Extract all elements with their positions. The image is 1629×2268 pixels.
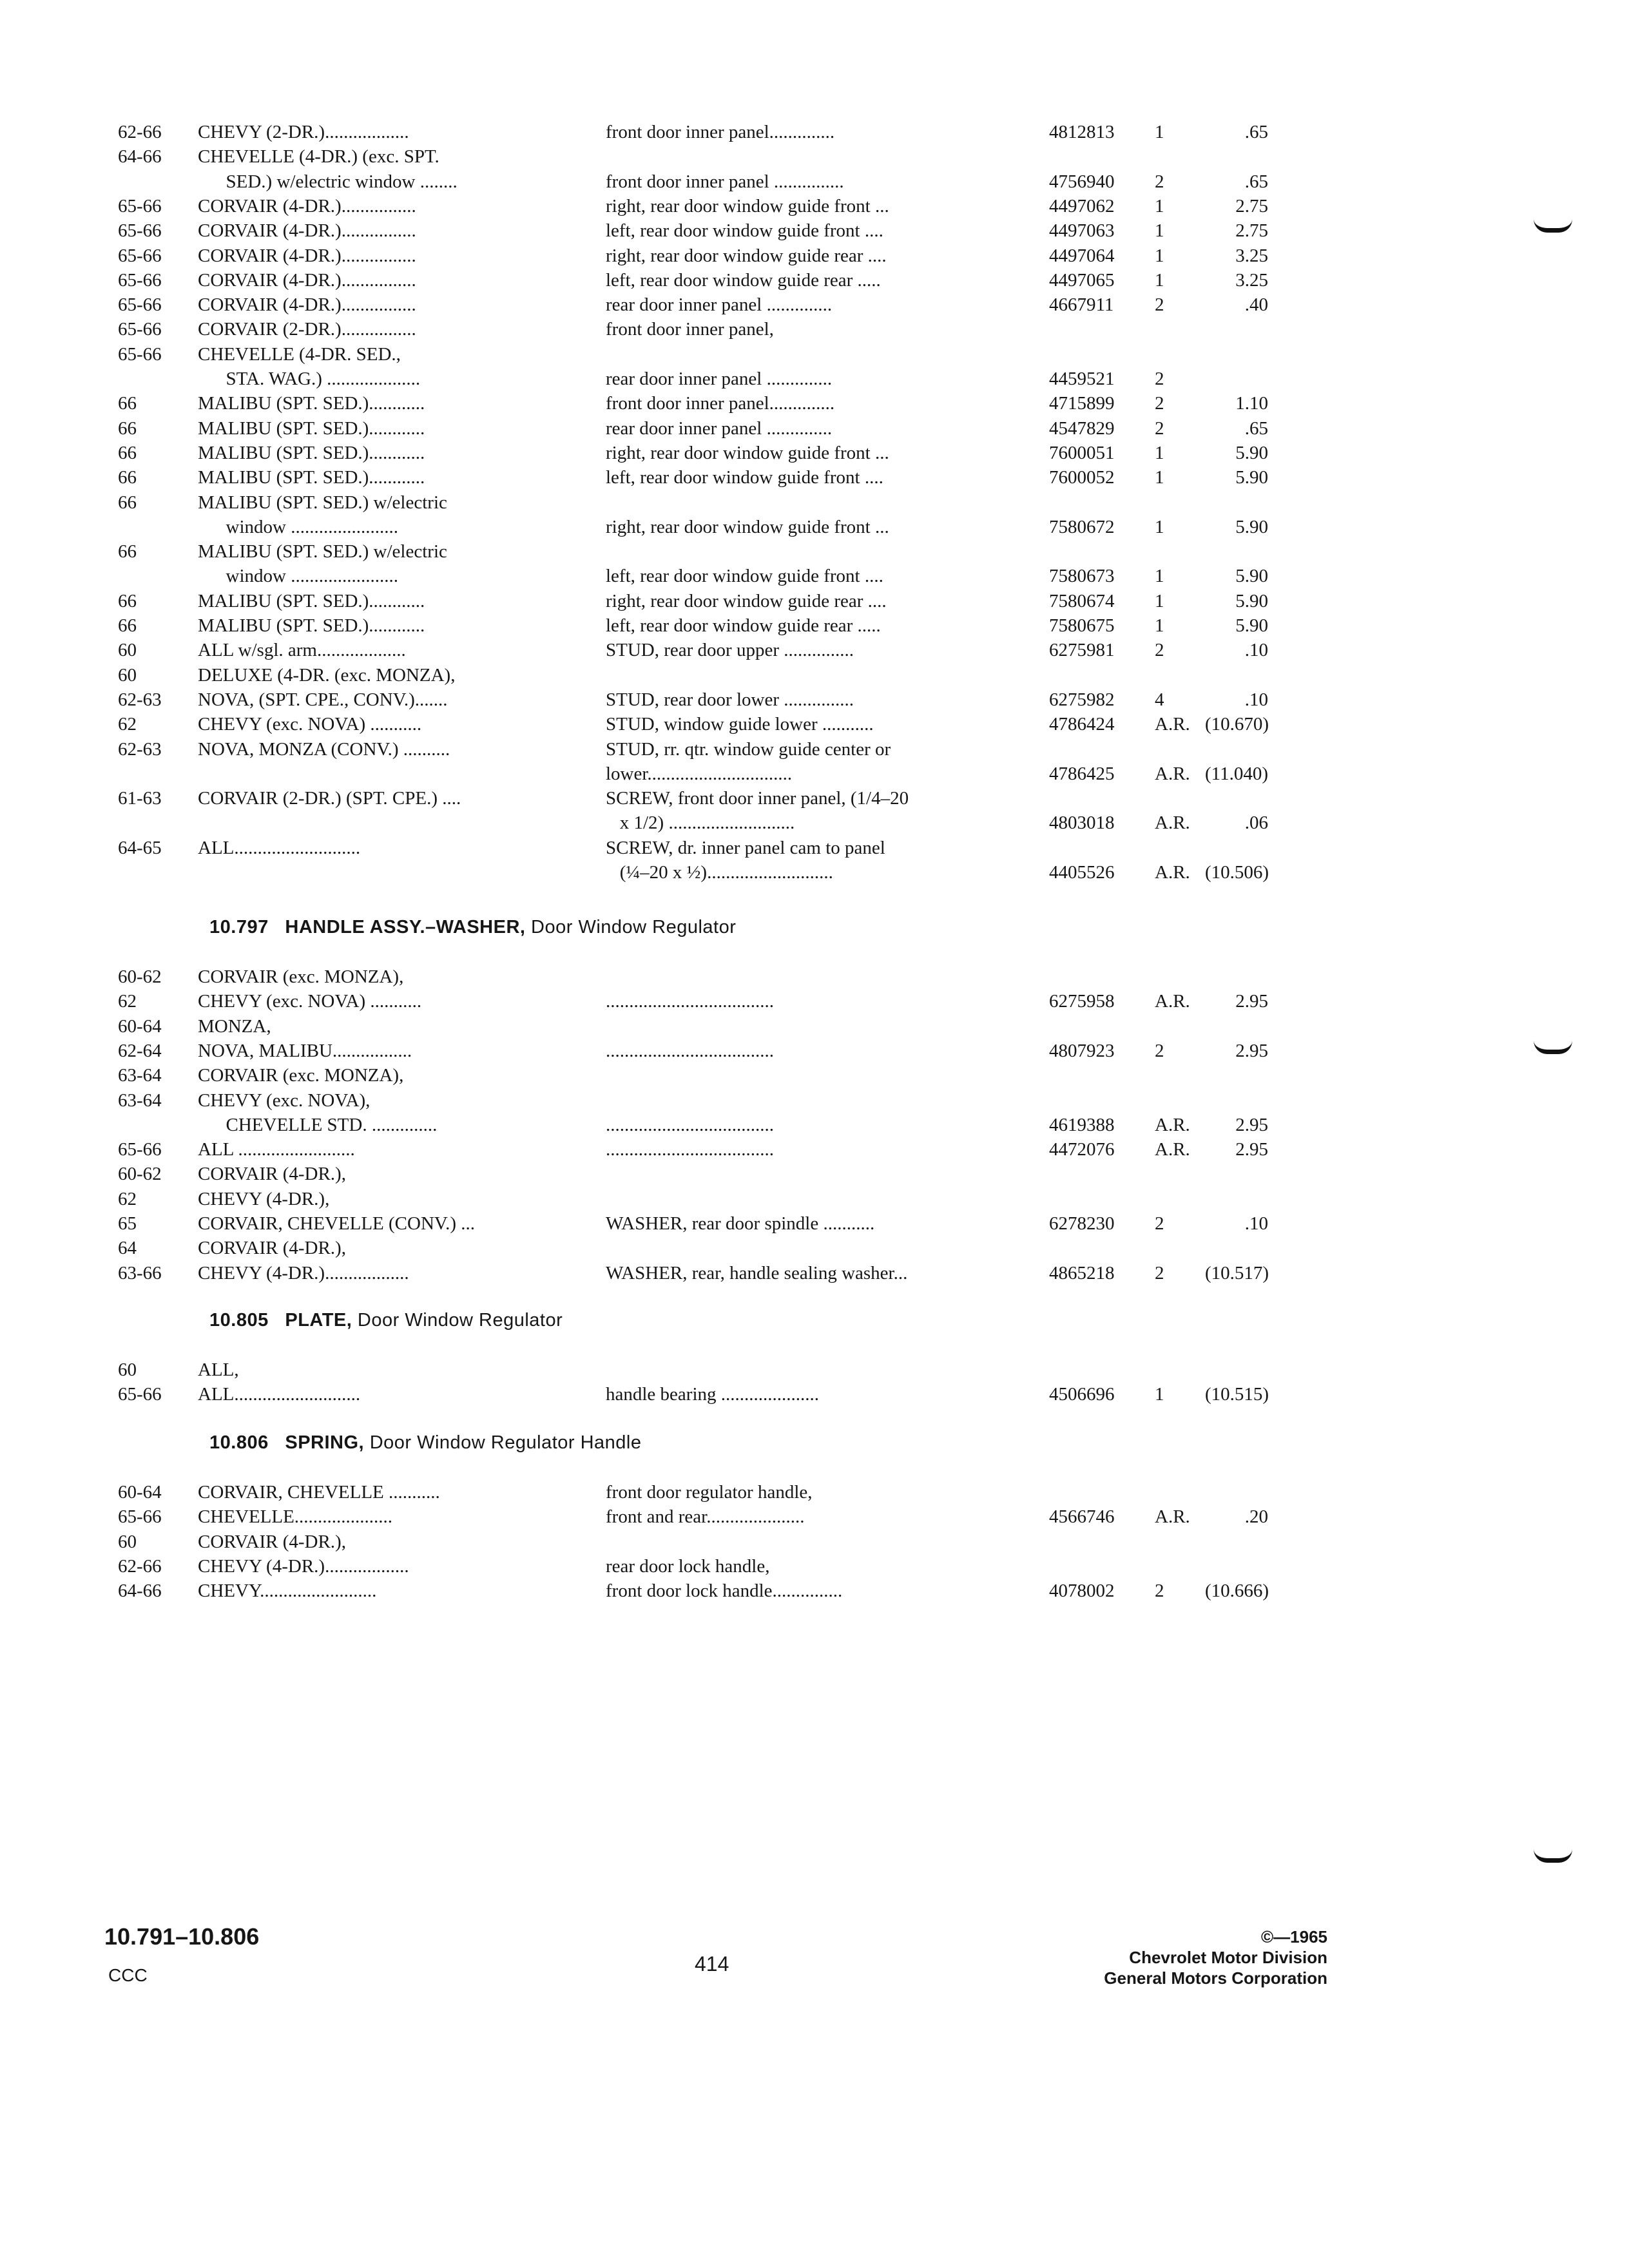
- section-number: 10.806: [209, 1432, 269, 1453]
- quantity: 1: [1155, 615, 1164, 636]
- part-number: 6275982: [1049, 689, 1115, 710]
- price-or-reference: .20: [1244, 1506, 1268, 1527]
- application: CHEVY (4-DR.)..................: [198, 1556, 409, 1577]
- application: CHEVY (exc. NOVA) ...........: [198, 991, 422, 1012]
- table-row: [0, 638, 1629, 662]
- part-number: 6275981: [1049, 640, 1115, 660]
- part-number: 4619388: [1049, 1115, 1115, 1135]
- table-row: [0, 786, 1629, 811]
- application: CHEVY (exc. NOVA) ...........: [198, 714, 422, 735]
- table-row: [0, 1261, 1629, 1285]
- price-or-reference: .40: [1244, 294, 1268, 315]
- table-row: [0, 836, 1629, 860]
- price-or-reference: .65: [1244, 418, 1268, 439]
- price-or-reference: 5.90: [1235, 566, 1268, 586]
- quantity: 2: [1155, 369, 1164, 389]
- model-years: 62: [118, 714, 137, 735]
- table-row: [0, 218, 1629, 243]
- application: CHEVY (exc. NOVA),: [198, 1090, 371, 1111]
- part-number: 4786425: [1049, 764, 1115, 784]
- model-years: 66: [118, 492, 137, 513]
- application: NOVA, MONZA (CONV.) ..........: [198, 739, 450, 760]
- part-description: STUD, rear door lower ...............: [606, 689, 854, 710]
- table-row: [0, 194, 1629, 218]
- part-number: 4506696: [1049, 1384, 1115, 1405]
- application: NOVA, (SPT. CPE., CONV.).......: [198, 689, 448, 710]
- application: window .......................: [198, 566, 398, 586]
- model-years: 62-63: [118, 739, 162, 760]
- quantity: 2: [1155, 418, 1164, 439]
- application: MALIBU (SPT. SED.) w/electric: [198, 492, 447, 513]
- part-description: (¼–20 x ½)...........................: [606, 862, 833, 883]
- part-number: 4405526: [1049, 862, 1115, 883]
- application: CORVAIR (4-DR.)................: [198, 294, 416, 315]
- table-row: [0, 1382, 1629, 1407]
- part-description: ....................................: [606, 1115, 774, 1135]
- application: CHEVELLE STD. ..............: [198, 1115, 438, 1135]
- price-or-reference: 2.95: [1235, 1041, 1268, 1061]
- application: CORVAIR, CHEVELLE (CONV.) ...: [198, 1213, 476, 1234]
- model-years: 65-66: [118, 294, 162, 315]
- part-number: 4566746: [1049, 1506, 1115, 1527]
- application: CORVAIR (4-DR.)................: [198, 220, 416, 241]
- quantity: 1: [1155, 245, 1164, 266]
- model-years: 60: [118, 665, 137, 686]
- section-label: Door Window Regulator: [357, 1310, 563, 1331]
- application: ALL,: [198, 1360, 239, 1380]
- part-number: 4497064: [1049, 245, 1115, 266]
- model-years: 62: [118, 1189, 137, 1209]
- application: DELUXE (4-DR. (exc. MONZA),: [198, 665, 456, 686]
- table-row: [0, 564, 1629, 588]
- application: CORVAIR (4-DR.),: [198, 1238, 346, 1258]
- table-row: [0, 367, 1629, 391]
- price-or-reference: 2.75: [1235, 196, 1268, 216]
- table-row: [0, 1113, 1629, 1137]
- table-row: [0, 1088, 1629, 1113]
- part-description: left, rear door window guide rear .....: [606, 270, 881, 291]
- model-years: 60: [118, 640, 137, 660]
- table-row: [0, 811, 1629, 835]
- table-row: [0, 416, 1629, 441]
- table-row: [0, 1554, 1629, 1579]
- table-row: [0, 989, 1629, 1014]
- part-number: 7580675: [1049, 615, 1115, 636]
- price-or-reference: 3.25: [1235, 270, 1268, 291]
- application: SED.) w/electric window ........: [198, 171, 458, 192]
- quantity: 1: [1155, 517, 1164, 537]
- quantity: A.R.: [1155, 812, 1190, 833]
- part-description: STUD, window guide lower ...........: [606, 714, 874, 735]
- quantity: 2: [1155, 171, 1164, 192]
- table-row: [0, 1187, 1629, 1211]
- application: MALIBU (SPT. SED.)............: [198, 591, 425, 611]
- model-years: 66: [118, 467, 137, 488]
- table-row: [0, 1014, 1629, 1039]
- quantity: A.R.: [1155, 1115, 1190, 1135]
- quantity: 1: [1155, 270, 1164, 291]
- application: NOVA, MALIBU.................: [198, 1041, 412, 1061]
- model-years: 66: [118, 418, 137, 439]
- part-number: 4078002: [1049, 1581, 1115, 1601]
- footer-section-range: 10.791–10.806: [104, 1923, 260, 1950]
- part-description: left, rear door window guide front ....: [606, 566, 883, 586]
- quantity: 1: [1155, 591, 1164, 611]
- part-number: 7600052: [1049, 467, 1115, 488]
- part-number: 4497063: [1049, 220, 1115, 241]
- part-description: STUD, rr. qtr. window guide center or: [606, 739, 891, 760]
- quantity: 1: [1155, 566, 1164, 586]
- part-description: right, rear door window guide rear ....: [606, 591, 887, 611]
- model-years: 60-62: [118, 1164, 162, 1184]
- section-heading-10-806: [209, 1430, 642, 1455]
- part-description: handle bearing .....................: [606, 1384, 820, 1405]
- application: ALL...........................: [198, 838, 361, 858]
- table-row: [0, 1579, 1629, 1603]
- quantity: 1: [1155, 1384, 1164, 1405]
- footer-code: CCC: [108, 1965, 148, 1985]
- application: STA. WAG.) ....................: [198, 369, 421, 389]
- table-row: [0, 539, 1629, 564]
- price-or-reference: 5.90: [1235, 443, 1268, 463]
- model-years: 63-64: [118, 1065, 162, 1086]
- application: CHEVELLE (4-DR.) (exc. SPT.: [198, 146, 439, 167]
- application: MALIBU (SPT. SED.)............: [198, 443, 425, 463]
- part-description: ....................................: [606, 991, 774, 1012]
- table-row: [0, 490, 1629, 515]
- application: MALIBU (SPT. SED.)............: [198, 418, 425, 439]
- part-description: rear door inner panel ..............: [606, 418, 833, 439]
- table-row: [0, 1063, 1629, 1088]
- model-years: 66: [118, 591, 137, 611]
- application: ALL w/sgl. arm...................: [198, 640, 406, 660]
- table-row: [0, 1358, 1629, 1382]
- part-description: front and rear.....................: [606, 1506, 805, 1527]
- model-years: 63-66: [118, 1263, 162, 1283]
- model-years: 65-66: [118, 270, 162, 291]
- table-row: [0, 144, 1629, 169]
- part-description: front door lock handle...............: [606, 1581, 843, 1601]
- part-number: 6275958: [1049, 991, 1115, 1012]
- table-row: [0, 1039, 1629, 1063]
- table-row: [0, 1480, 1629, 1504]
- part-description: rear door inner panel ..............: [606, 369, 833, 389]
- part-description: STUD, rear door upper ...............: [606, 640, 854, 660]
- quantity: 1: [1155, 467, 1164, 488]
- application: window .......................: [198, 517, 398, 537]
- model-years: 65-66: [118, 1139, 162, 1160]
- application: CHEVELLE.....................: [198, 1506, 393, 1527]
- application: MALIBU (SPT. SED.)............: [198, 615, 425, 636]
- table-row: [0, 860, 1629, 885]
- price-or-reference: 2.95: [1235, 991, 1268, 1012]
- application: CHEVY (2-DR.)..................: [198, 122, 409, 142]
- part-number: 4547829: [1049, 418, 1115, 439]
- price-or-reference: 2.95: [1235, 1139, 1268, 1160]
- application: ALL...........................: [198, 1384, 361, 1405]
- table-row: [0, 663, 1629, 687]
- part-description: front door regulator handle,: [606, 1482, 813, 1503]
- part-description: left, rear door window guide front ....: [606, 467, 883, 488]
- application: MONZA,: [198, 1016, 271, 1037]
- price-or-reference: .65: [1244, 171, 1268, 192]
- part-description: WASHER, rear, handle sealing washer...: [606, 1263, 908, 1283]
- model-years: 66: [118, 541, 137, 562]
- section-heading-10-805: [209, 1308, 563, 1332]
- section-title: PLATE,: [285, 1310, 352, 1331]
- quantity: 2: [1155, 1041, 1164, 1061]
- quantity: A.R.: [1155, 1506, 1190, 1527]
- table-row: [0, 465, 1629, 490]
- price-or-reference: 2.95: [1235, 1115, 1268, 1135]
- model-years: 64: [118, 1238, 137, 1258]
- price-or-reference: (10.506): [1205, 862, 1269, 883]
- quantity: 2: [1155, 294, 1164, 315]
- quantity: 2: [1155, 1213, 1164, 1234]
- model-years: 65-66: [118, 1384, 162, 1405]
- price-or-reference: 5.90: [1235, 517, 1268, 537]
- quantity: 2: [1155, 1263, 1164, 1283]
- table-row: [0, 1236, 1629, 1260]
- part-number: 4786424: [1049, 714, 1115, 735]
- part-description: right, rear door window guide front ...: [606, 443, 889, 463]
- price-or-reference: .10: [1244, 1213, 1268, 1234]
- corporation-line: General Motors Corporation: [1104, 1968, 1327, 1988]
- part-description: rear door lock handle,: [606, 1556, 770, 1577]
- quantity: 1: [1155, 443, 1164, 463]
- application: MALIBU (SPT. SED.) w/electric: [198, 541, 447, 562]
- model-years: 65-66: [118, 220, 162, 241]
- part-number: 4497062: [1049, 196, 1115, 216]
- model-years: 60: [118, 1532, 137, 1552]
- part-description: SCREW, front door inner panel, (1/4–20: [606, 788, 909, 809]
- section-label: Door Window Regulator Handle: [369, 1432, 642, 1453]
- part-number: 4865218: [1049, 1263, 1115, 1283]
- part-description: SCREW, dr. inner panel cam to panel: [606, 838, 885, 858]
- price-or-reference: .10: [1244, 640, 1268, 660]
- part-description: left, rear door window guide front ....: [606, 220, 883, 241]
- application: CORVAIR (exc. MONZA),: [198, 1065, 404, 1086]
- model-years: 66: [118, 393, 137, 414]
- model-years: 60-64: [118, 1482, 162, 1503]
- model-years: 66: [118, 443, 137, 463]
- price-or-reference: (10.517): [1205, 1263, 1269, 1283]
- part-number: 4667911: [1049, 294, 1114, 315]
- part-number: 7580672: [1049, 517, 1115, 537]
- application: CORVAIR (4-DR.),: [198, 1164, 346, 1184]
- quantity: A.R.: [1155, 991, 1190, 1012]
- table-row: [0, 965, 1629, 989]
- table-row: [0, 613, 1629, 638]
- price-or-reference: 5.90: [1235, 615, 1268, 636]
- application: CORVAIR (2-DR.)................: [198, 319, 416, 340]
- copyright-line: ©—1965: [1261, 1927, 1327, 1946]
- price-or-reference: (11.040): [1205, 764, 1268, 784]
- section-number: 10.805: [209, 1310, 269, 1331]
- model-years: 66: [118, 615, 137, 636]
- part-description: right, rear door window guide front ...: [606, 196, 889, 216]
- model-years: 60: [118, 1360, 137, 1380]
- price-or-reference: 5.90: [1235, 591, 1268, 611]
- price-or-reference: 1.10: [1235, 393, 1268, 414]
- model-years: 65-66: [118, 344, 162, 365]
- quantity: A.R.: [1155, 862, 1190, 883]
- application: CORVAIR (4-DR.)................: [198, 196, 416, 216]
- part-description: front door inner panel..............: [606, 122, 835, 142]
- model-years: 60-64: [118, 1016, 162, 1037]
- model-years: 61-63: [118, 788, 162, 809]
- quantity: 1: [1155, 122, 1164, 142]
- application: CORVAIR, CHEVELLE ...........: [198, 1482, 440, 1503]
- part-number: 4459521: [1049, 369, 1115, 389]
- part-description: front door inner panel ...............: [606, 171, 844, 192]
- part-description: front door inner panel..............: [606, 393, 835, 414]
- application: CHEVY (4-DR.)..................: [198, 1263, 409, 1283]
- price-or-reference: (10.515): [1205, 1384, 1269, 1405]
- binder-hole-mark-3: [1534, 1849, 1572, 1863]
- part-description: lower...............................: [606, 764, 793, 784]
- model-years: 60-62: [118, 966, 162, 987]
- model-years: 64-66: [118, 1581, 162, 1601]
- application: CORVAIR (4-DR.),: [198, 1532, 346, 1552]
- quantity: 2: [1155, 640, 1164, 660]
- application: ALL .........................: [198, 1139, 355, 1160]
- section-number: 10.797: [209, 917, 269, 937]
- part-description: x 1/2) ...........................: [606, 812, 795, 833]
- division-line: Chevrolet Motor Division: [1129, 1948, 1327, 1967]
- model-years: 65: [118, 1213, 137, 1234]
- model-years: 64-65: [118, 838, 162, 858]
- quantity: A.R.: [1155, 1139, 1190, 1160]
- table-row: [0, 737, 1629, 762]
- quantity: 2: [1155, 393, 1164, 414]
- price-or-reference: (10.666): [1205, 1581, 1269, 1601]
- table-row: [0, 1504, 1629, 1529]
- model-years: 62-66: [118, 1556, 162, 1577]
- model-years: 65-66: [118, 319, 162, 340]
- table-row: [0, 244, 1629, 268]
- table-row: [0, 169, 1629, 194]
- quantity: 2: [1155, 1581, 1164, 1601]
- footer-publisher: [1031, 1927, 1327, 1988]
- application: CHEVY (4-DR.),: [198, 1189, 330, 1209]
- table-row: [0, 762, 1629, 786]
- quantity: A.R.: [1155, 764, 1190, 784]
- table-row: [0, 293, 1629, 317]
- part-description: left, rear door window guide rear .....: [606, 615, 881, 636]
- price-or-reference: 3.25: [1235, 245, 1268, 266]
- part-description: right, rear door window guide front ...: [606, 517, 889, 537]
- model-years: 63-64: [118, 1090, 162, 1111]
- price-or-reference: .65: [1244, 122, 1268, 142]
- section-title: SPRING,: [285, 1432, 365, 1453]
- part-description: rear door inner panel ..............: [606, 294, 833, 315]
- table-row: [0, 589, 1629, 613]
- price-or-reference: 2.75: [1235, 220, 1268, 241]
- table-row: [0, 268, 1629, 293]
- model-years: 62-63: [118, 689, 162, 710]
- application: CORVAIR (2-DR.) (SPT. CPE.) ....: [198, 788, 461, 809]
- table-row: [0, 1162, 1629, 1186]
- application: MALIBU (SPT. SED.)............: [198, 393, 425, 414]
- model-years: 65-66: [118, 245, 162, 266]
- table-row: [0, 342, 1629, 367]
- section-label: Door Window Regulator: [531, 917, 737, 937]
- application: MALIBU (SPT. SED.)............: [198, 467, 425, 488]
- part-number: 4803018: [1049, 812, 1115, 833]
- page-number: 414: [695, 1952, 729, 1975]
- part-number: 6278230: [1049, 1213, 1115, 1234]
- application: CORVAIR (4-DR.)................: [198, 270, 416, 291]
- table-row: [0, 441, 1629, 465]
- model-years: 62-66: [118, 122, 162, 142]
- quantity: 1: [1155, 196, 1164, 216]
- model-years: 62-64: [118, 1041, 162, 1061]
- application: CHEVY.........................: [198, 1581, 377, 1601]
- application: CHEVELLE (4-DR. SED.,: [198, 344, 401, 365]
- price-or-reference: .10: [1244, 689, 1268, 710]
- part-number: 4497065: [1049, 270, 1115, 291]
- quantity: 4: [1155, 689, 1164, 710]
- table-row: [0, 712, 1629, 736]
- part-number: 7580673: [1049, 566, 1115, 586]
- table-row: [0, 1530, 1629, 1554]
- part-description: front door inner panel,: [606, 319, 774, 340]
- part-description: WASHER, rear door spindle ...........: [606, 1213, 875, 1234]
- table-row: [0, 687, 1629, 712]
- part-number: 4756940: [1049, 171, 1115, 192]
- price-or-reference: .06: [1244, 812, 1268, 833]
- section-heading-10-797: [209, 915, 736, 939]
- table-row: [0, 120, 1629, 144]
- quantity: A.R.: [1155, 714, 1190, 735]
- application: CORVAIR (exc. MONZA),: [198, 966, 404, 987]
- section-title: HANDLE ASSY.–WASHER,: [285, 917, 526, 937]
- model-years: 65-66: [118, 1506, 162, 1527]
- part-number: 4715899: [1049, 393, 1115, 414]
- part-number: 4472076: [1049, 1139, 1115, 1160]
- model-years: 64-66: [118, 146, 162, 167]
- application: CORVAIR (4-DR.)................: [198, 245, 416, 266]
- part-number: 7600051: [1049, 443, 1115, 463]
- table-row: [0, 1211, 1629, 1236]
- model-years: 62: [118, 991, 137, 1012]
- quantity: 1: [1155, 220, 1164, 241]
- part-number: 4812813: [1049, 122, 1115, 142]
- part-description: ....................................: [606, 1139, 774, 1160]
- part-number: 7580674: [1049, 591, 1115, 611]
- price-or-reference: (10.670): [1205, 714, 1269, 735]
- table-row: [0, 391, 1629, 416]
- part-description: ....................................: [606, 1041, 774, 1061]
- part-number: 4807923: [1049, 1041, 1115, 1061]
- part-description: right, rear door window guide rear ....: [606, 245, 887, 266]
- price-or-reference: 5.90: [1235, 467, 1268, 488]
- table-row: [0, 317, 1629, 341]
- table-row: [0, 1137, 1629, 1162]
- model-years: 65-66: [118, 196, 162, 216]
- table-row: [0, 515, 1629, 539]
